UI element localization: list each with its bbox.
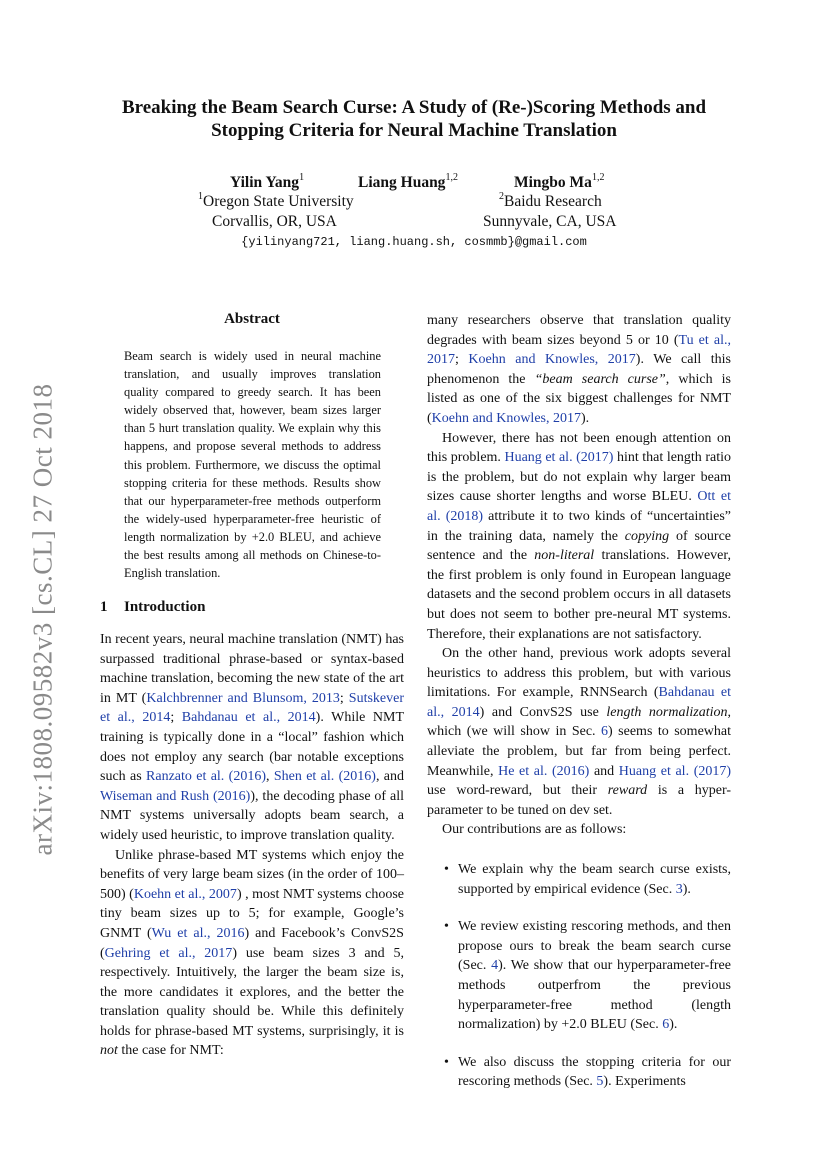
citation-link[interactable]: Sutskever et al., 2014 [100, 690, 404, 726]
author-emails: {yilinyang721, liang.huang.sh, cosmmb}@gmail.com [241, 235, 587, 249]
citation-link[interactable]: Bahdanau et al., 2014 [181, 710, 316, 726]
bullet-icon: • [444, 919, 449, 935]
citation-link[interactable]: Koehn and Knowles, 2017 [431, 410, 581, 426]
citation-link[interactable]: Wiseman and Rush (2016) [100, 788, 251, 804]
section-heading-introduction: 1 Introduction [100, 599, 206, 615]
citation-link[interactable]: Koehn and Knowles, 2017 [468, 352, 636, 368]
contributions-list [427, 860, 731, 1092]
citation-link[interactable]: Bahdanau et al., 2014 [427, 685, 731, 720]
list-item: • We explain why the beam search curse exists, supported by empirical evidence (Sec. 3). [444, 862, 731, 897]
affiliation-2-org: $^2$Baidu Research [499, 191, 602, 210]
citation-link[interactable]: Tu et al., 2017 [427, 332, 731, 368]
citation-link[interactable]: Kalchbrenner and Blunsom, 2013 [146, 690, 340, 706]
citation-link[interactable]: He et al. (2016) [498, 763, 590, 779]
citation-link[interactable]: Koehn et al., 2007 [133, 886, 237, 902]
citation-link[interactable]: Huang et al. (2017) [618, 763, 732, 779]
right-paragraph-3: On the other hand, previous work adopts several heuristics to address this problem, but with various limitations. For example, RNNSearch (Bahdanau et al., 2014) and ConvS2S use length normalization, which (we will show in Sec. 6) seems to somewhat alleviate the problem, but far from being perfect. Meanwhile, He et al. (2016) and Huang et al. (2017) use word-reward, but their reward is a hyper-parameter to be tuned on dev set. [427, 646, 732, 818]
section-ref-link[interactable]: 6 [601, 724, 609, 740]
affiliation-2-place: Sunnyvale, CA, USA [483, 213, 617, 230]
abstract-heading: Abstract [224, 311, 280, 327]
right-paragraph-2: However, there has not been enough attention on this problem. Huang et al. (2017) hint that length ratio is the problem, but do not explain why larger beam sizes cause shorter lengths and worse BLEU. Ott et al. (2018) attribute it to two kinds of “uncertainties” in the training data, namely the copying of source sentence and the non-literal translations. However, the first problem is only found in European language datasets and the second problem occurs in all datasets but does not seem to bother pre-neural MT systems. Therefore, their explanations are not satisfactory. [427, 430, 732, 642]
citation-link[interactable]: Gehring et al., 2017 [104, 945, 233, 961]
paper-title [60, 96, 768, 142]
citation-link[interactable]: Ott et al. (2018) [427, 489, 731, 524]
list-item: • We review existing rescoring methods, and then propose ours to break the beam search curse (Sec. 4). We show that our hyperparameter-free methods outperfrom the previous hyperparameter-free method (length normalization) by +2.0 BLEU (Sec. 6). [444, 919, 731, 1033]
left-column-body [100, 630, 404, 1061]
author-1: Yilin Yang$^1$ [230, 172, 305, 191]
section-ref-link[interactable]: 4 [491, 958, 499, 974]
author-3: Mingbo Ma$^{1,2}$ [514, 172, 605, 191]
citation-link[interactable]: Wu et al., 2016 [151, 925, 245, 941]
right-paragraph-1: many researchers observe that translation quality degrades with beam sizes beyond 5 or 10 (Tu et al., 2017; Koehn and Knowles, 2017). We call this phenomenon the “beam search curse”, which is listed as one of the six biggest challenges for NMT (Koehn and Knowles, 2017). [427, 313, 732, 426]
right-column-body [427, 311, 731, 1110]
arxiv-stamp: arXiv:1808.09582v3 [cs.CL] 27 Oct 2018 [27, 383, 58, 856]
title-line-1: Breaking the Beam Search Curse: A Study of (Re-)Scoring Methods and [121, 97, 707, 118]
citation-link[interactable]: Huang et al. (2017) [504, 450, 614, 466]
citation-link[interactable]: Ranzato et al. (2016) [146, 769, 266, 785]
affiliation-1-org: $^1$Oregon State University [198, 191, 354, 210]
section-ref-link[interactable]: 6 [662, 1017, 670, 1033]
right-paragraph-4: Our contributions are as follows: [442, 822, 627, 838]
intro-paragraph-2: Unlike phrase-based MT systems which enjoy the benefits of very large beam sizes (in the order of 100–500) (Koehn et al., 2007) , most NMT systems choose tiny beam sizes up to 5; for example, Google’s GNMT (Wu et al., 2016) and Facebook’s ConvS2S (Gehring et al., 2017) use beam sizes 3 and 5, respectively. Intuitively, the larger the beam size is, the more candidates it explores, and the better the translation quality should be. While this definitely holds for phrase-based MT systems, surprisingly, it is not the case for NMT: [100, 847, 404, 1059]
section-ref-link[interactable]: 3 [675, 881, 683, 897]
title-line-2: Stopping Criteria for Neural Machine Translation [211, 120, 617, 141]
citation-link[interactable]: Shen et al. (2016) [273, 769, 376, 785]
abstract-text: Beam search is widely used in neural machine translation, and usually improves translation quality compared to greedy search. It has been widely observed that, however, beam sizes larger than 5 hurt translation quality. We explain why this happens, and propose several methods to address this problem. Furthermore, we discuss the optimal stopping criteria for these methods. Results show that our hyperparameter-free methods outperform the widely-used hyperparameter-free heuristic of length normalization by +2.0 BLEU, and achieve the best results among all methods on Chinese-to-English translation. [124, 349, 381, 581]
affiliation-1-place: Corvallis, OR, USA [212, 213, 337, 230]
bullet-icon: • [444, 862, 449, 878]
section-ref-link[interactable]: 5 [596, 1074, 604, 1090]
intro-paragraph-1: In recent years, neural machine translation (NMT) has surpassed traditional phrase-based or syntax-based machine translation, becoming the new state of the art in MT (Kalchbrenner and Blunsom, 2013; Sutskever et al., 2014; Bahdanau et al., 2014). While NMT training is typically done in a “local” fashion which does not employ any search (bar notable exceptions such as Ranzato et al. (2016), Shen et al. (2016), and Wiseman and Rush (2016)), the decoding phase of all NMT systems universally adopts beam search, a widely used heuristic, to improve translation quality. [100, 632, 405, 843]
bullet-icon: • [444, 1054, 449, 1070]
author-2: Liang Huang$^{1,2}$ [358, 172, 458, 191]
list-item: • We also discuss the stopping criteria for our rescoring methods (Sec. 5). Experiments [444, 1054, 731, 1090]
